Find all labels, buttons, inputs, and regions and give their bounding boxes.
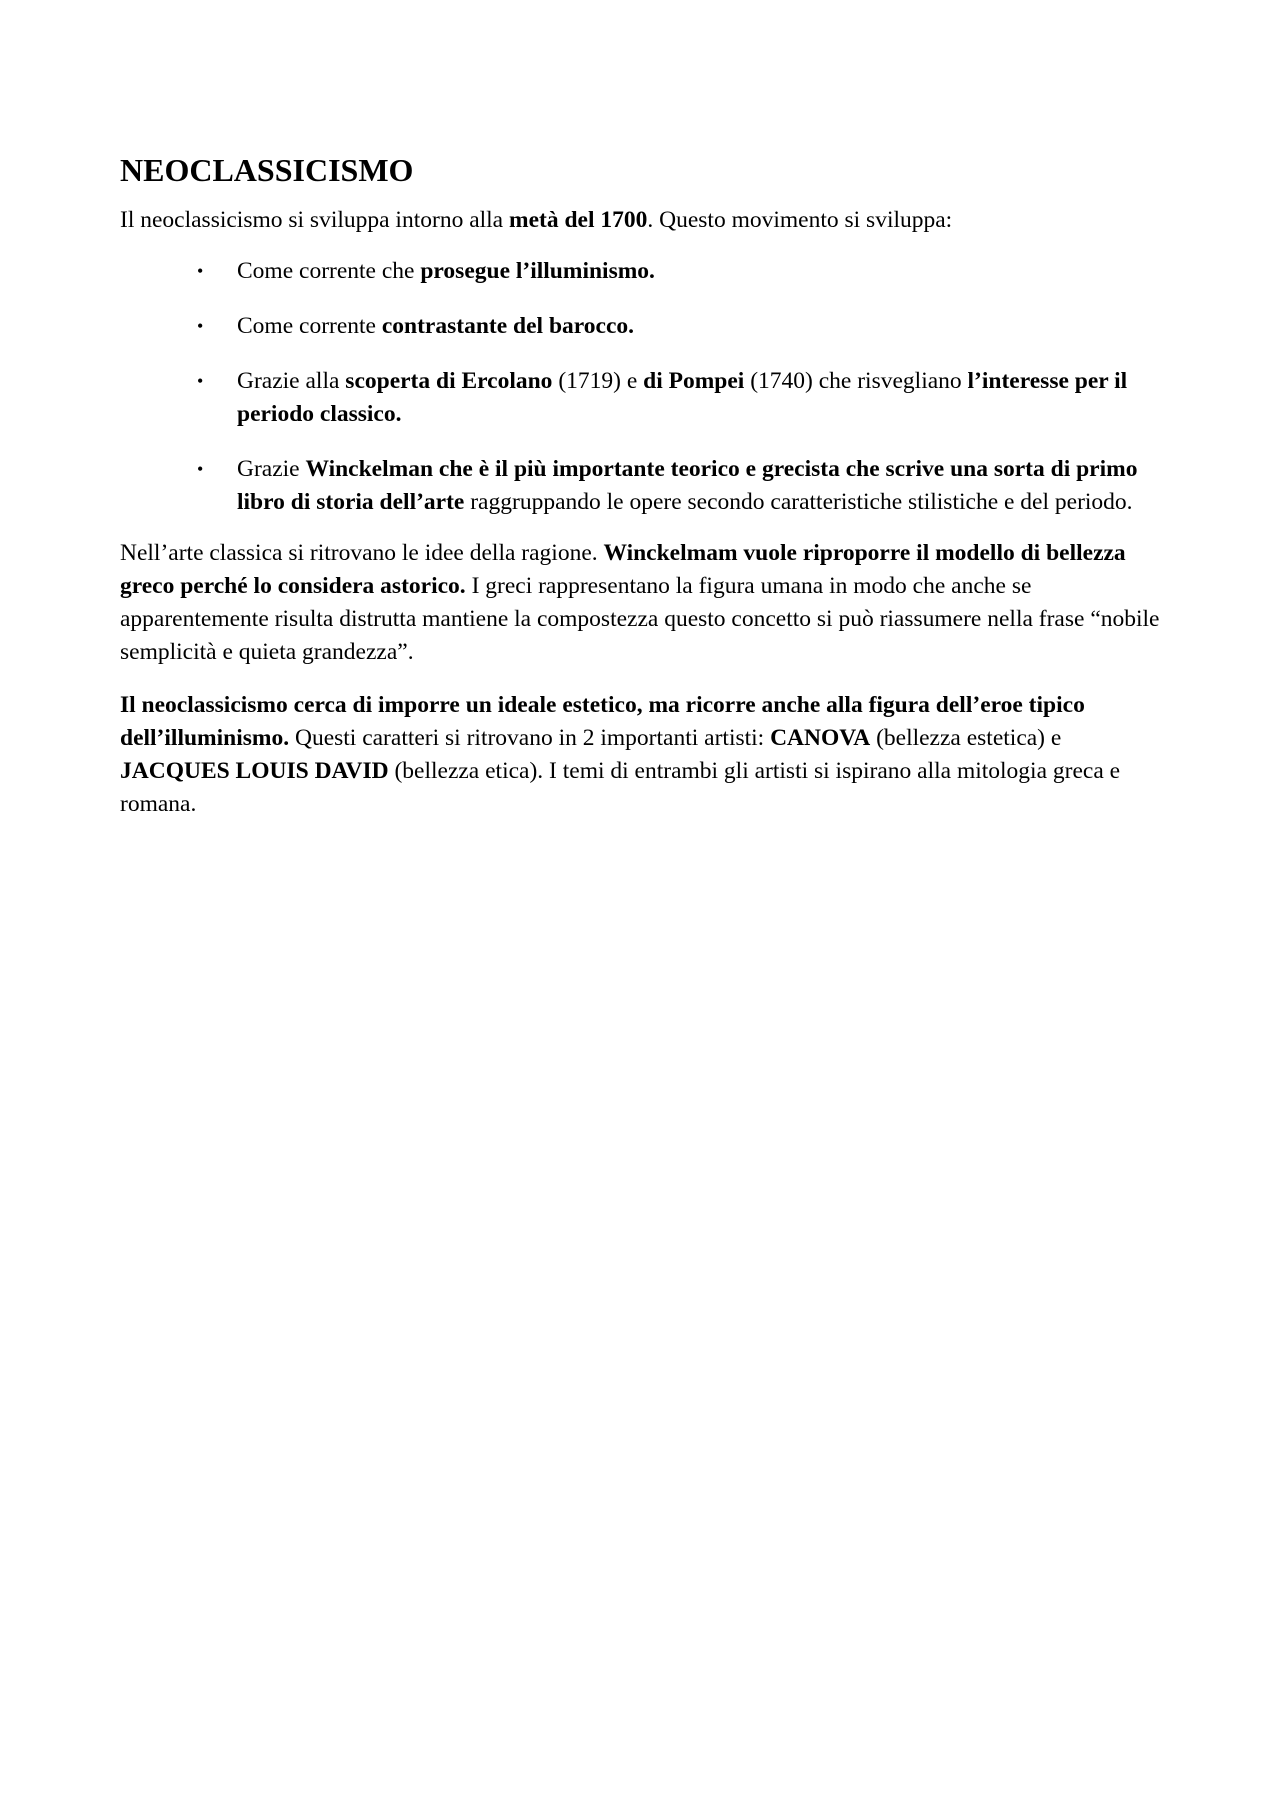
intro-bold-1: metà del 1700: [509, 207, 648, 233]
bullet-icon: •: [197, 371, 204, 391]
intro-paragraph: [120, 204, 1165, 237]
bullet-icon: •: [197, 459, 204, 479]
bullet-3-bold-1: scoperta di Ercolano: [345, 368, 553, 394]
list-item: [120, 310, 1165, 343]
bullet-3-bold-3: l’interesse per il periodo classico.: [237, 368, 1128, 427]
bullet-2-bold-1: contrastante del barocco.: [381, 313, 635, 339]
para3-text-1: Questi caratteri si ritrovano in 2 importanti artisti:: [289, 725, 771, 751]
para3-text-3: (bellezza etica). I temi di entrambi gli artisti si ispirano alla mitologia greca e romana.: [120, 758, 1121, 817]
list-item: [120, 453, 1165, 519]
para3-text-2: (bellezza estetica) e: [870, 725, 1062, 751]
bullet-4-text-2: raggruppando le opere secondo caratteristiche stilistiche e del periodo.: [464, 489, 1133, 515]
bullet-2-text-1: Come corrente: [237, 313, 382, 339]
bullet-4-text-1: Grazie: [237, 456, 306, 482]
para2-bold-1: Winckelmam vuole riproporre il modello di bellezza greco perché lo considera astorico.: [120, 540, 1126, 599]
intro-text-1: Il neoclassicismo si sviluppa intorno alla: [120, 207, 509, 233]
para3-bold-1: Il neoclassicismo cerca di imporre un ideale estetico, ma ricorre anche alla figura dell’eroe tipico dell’illuminismo.: [120, 692, 1085, 751]
document-title: NEOCLASSICISMO: [120, 152, 414, 188]
bullet-icon: •: [197, 316, 204, 336]
document-page: [120, 150, 1165, 841]
bullet-1-bold-1: prosegue l’illuminismo.: [420, 258, 655, 284]
classical-art-paragraph: [120, 537, 1165, 669]
bullet-3-bold-2: di Pompei: [643, 368, 745, 394]
bullet-list: [120, 255, 1165, 519]
bullet-3-text-1: Grazie alla: [237, 368, 346, 394]
bullet-icon: •: [197, 261, 204, 281]
list-item: [120, 255, 1165, 288]
bullet-3-text-3: (1740) che risvegliano: [744, 368, 968, 394]
intro-text-2: . Questo movimento si sviluppa:: [647, 207, 953, 233]
para2-text-2: I greci rappresentano la figura umana in modo che anche se apparentemente risulta distrutta mantiene la compostezza questo concetto si può riassumere nella frase “nobile semplicità e quieta grandezza”.: [120, 573, 1160, 665]
para3-bold-2: CANOVA: [770, 725, 871, 751]
artists-paragraph: [120, 689, 1165, 821]
bullet-1-text-1: Come corrente che: [237, 258, 421, 284]
bullet-3-text-2: (1719) e: [552, 368, 644, 394]
para3-bold-3: JACQUES LOUIS DAVID: [120, 758, 389, 784]
list-item: [120, 365, 1165, 431]
para2-text-1: Nell’arte classica si ritrovano le idee della ragione.: [120, 540, 604, 566]
bullet-4-bold-1: Winckelman che è il più importante teorico e grecista che scrive una sorta di primo libro di storia dell’arte: [237, 456, 1138, 515]
